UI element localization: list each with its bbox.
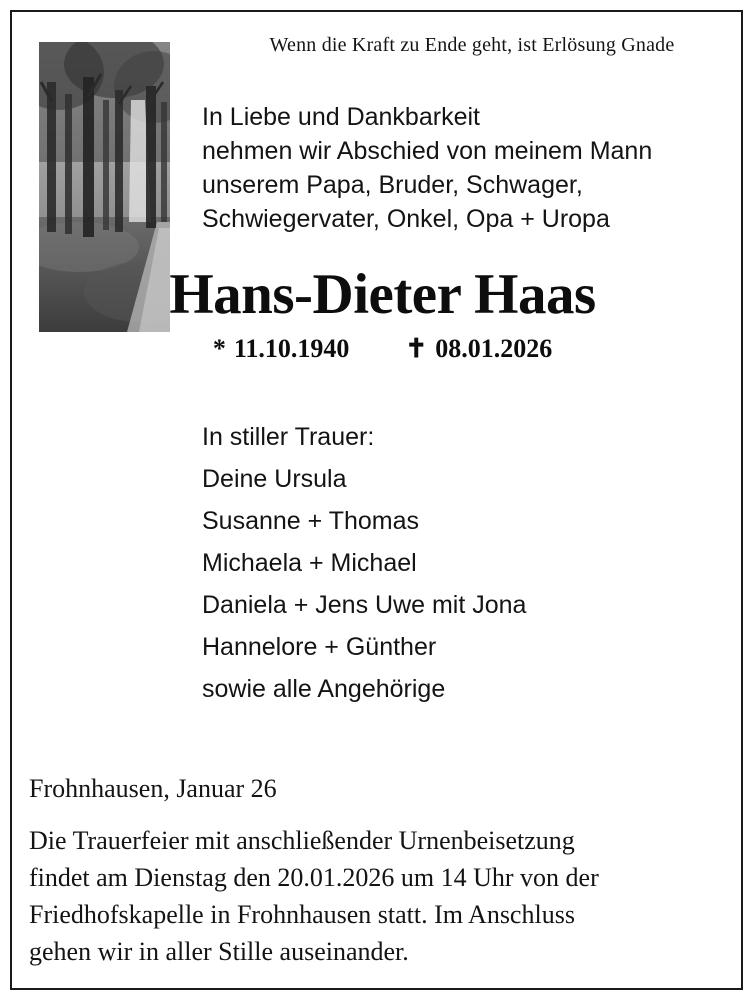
ceremony-line: findet am Dienstag den 20.01.2026 um 14 Uhr von der: [29, 863, 599, 892]
intro-text: [202, 100, 742, 236]
intro-line: In Liebe und Dankbarkeit: [202, 103, 480, 131]
place-and-date: Frohnhausen, Januar 26: [29, 774, 277, 803]
death-date: [405, 334, 552, 364]
birth-date-value: 11.10.1940: [233, 334, 350, 363]
motto-text: Wenn die Kraft zu Ende geht, ist Erlösung Gnade: [269, 34, 675, 56]
mourner-line: Michaela + Michael: [202, 549, 417, 577]
mourners-block: [202, 416, 742, 710]
ceremony-line: Die Trauerfeier mit anschließender Urnenbeisetzung: [29, 826, 575, 855]
deceased-name: Hans-Dieter Haas: [169, 263, 596, 326]
mourner-line: Susanne + Thomas: [202, 507, 420, 535]
ceremony-line: Friedhofskapelle in Frohnhausen statt. Im Anschluss: [29, 900, 575, 929]
life-dates: [24, 334, 741, 364]
death-date-value: 08.01.2026: [435, 334, 553, 363]
ceremony-line: gehen wir in aller Stille auseinander.: [29, 937, 409, 966]
mourning-heading: In stiller Trauer:: [202, 423, 375, 451]
mourner-line: Daniela + Jens Uwe mit Jona: [202, 591, 527, 619]
mourner-line: Hannelore + Günther: [202, 633, 437, 661]
intro-line: nehmen wir Abschied von meinem Mann: [202, 137, 653, 165]
mourner-line: Deine Ursula: [202, 465, 347, 493]
intro-line: Schwiegervater, Onkel, Opa + Uropa: [202, 205, 610, 233]
asterisk-icon: *: [212, 334, 226, 363]
intro-line: unserem Papa, Bruder, Schwager,: [202, 171, 583, 199]
cross-icon: ✝: [405, 334, 428, 363]
mourner-line: sowie alle Angehörige: [202, 675, 446, 703]
ceremony-details: [29, 822, 729, 970]
birth-date: [213, 334, 350, 364]
